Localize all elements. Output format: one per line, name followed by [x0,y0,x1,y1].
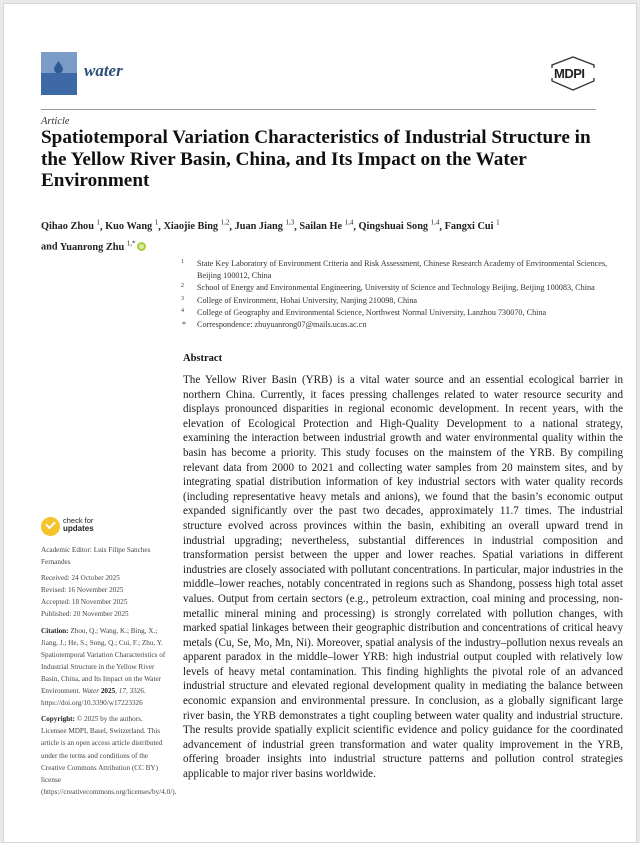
author[interactable]: Yuanrong Zhu $^{1,*}$ [59,239,136,253]
abstract-text: The Yellow River Basin (YRB) is a vital water source and an essential ecological barrier in northern China. Currently, it faces pressing challenges related to water resource security and displays pronounced disparities in regional economic development. In recent years, with the elevation of Ecological Protection and High-Quality Development to a national strategy, examining the interaction between industrial growth and water environmental quality within the basin has become a priority. This study focuses on the mainstem of the YRB. By compiling relevant data from 2000 to 2021 and collecting water samples from 20 mainstem sites, and by integrating spatial distribution information of key industrial sectors with water quality records (including representative heavy metals and anions), we found that the basin’s economic output expanded significantly over the past two decades, approximately 11.7 times. The industrial structure evolved across provinces within the basin, exhibiting an overall upward trend in industrial upgrading; nevertheless, substantial differences in industrial composition and transformation persist between the upper and lower reaches. Spatial variations in different industries are closely associated with pollutant concentrations. In particular, major industries in the middle–lower reaches, notably concentrated in regions such as Shandong, possess high total asset values. Output from certain sectors (e.g., petroleum extraction, coal mining and processing, non-metallic mineral mining and processing) is strongly correlated with pollution changes, with marked spatial linkages between their geographic distribution and concentrations of critical heavy metals (Cu, Se, Mo, Mn, Ni). Moreover, spatial analysis of the industry–pollution nexus reveals an apparent paradox in the middle–lower YRB: high industrial output coupled with relatively low levels of heavy metal contamination. This finding highlights the pivotal role of an advanced industrial structure and elevated regional development quality in mediating the balance between economic expansion and environmental pressure. In conclusion, as a globally significant large river basin, the YRB demonstrates a tight coupling between water quality and industrial structure. The results provide spatially explicit scientific evidence and policy guidance for the coordinated advancement of industrial green transformation and water quality improvement in the YRB, offering broader insights into industrial structure patterns and pollution control strategies applicable to major river basins worldwide. [183,374,623,781]
citation-label: Citation: [41,626,69,635]
published-date: Published: 20 November 2025 [41,610,129,619]
authors-connector: and [41,241,58,253]
journal-name: water [84,61,123,80]
academic-editor: Academic Editor: Luis Filipe Sanches Fernandes [41,546,151,567]
publication-dates [41,572,169,620]
correspondence-email[interactable]: Correspondence: zhuyuanrong07@mails.ucas.ac.cn [197,320,367,330]
citation: Citation: Zhou, Q.; Wang, K.; Bing, X.; Jiang, J.; He, S.; Song, Q.; Cui, F.; Zhu, Y. Spatiotemporal Variation Characteristics of Industrial Structure in the Yellow River Basin, China, and Its Impact on the Water Environment. Water 2025, 17, 3326. https://doi.org/10.3390/w17223326 [41,626,166,708]
water-journal-logo-icon[interactable] [41,52,77,95]
copyright-label: Copyright: [41,715,75,724]
copyright: Copyright: © 2025 by the authors. Licensee MDPI, Basel, Switzerland. This article is an open access article distributed under the terms and conditions of the Creative Commons Attribution (CC BY) license (https://creativecommons.org/licenses/by/4.0/). [41,715,177,796]
orcid-icon[interactable] [137,242,146,251]
author[interactable]: Fangxi Cui $^1$ [444,219,500,233]
mdpi-logo-icon[interactable] [550,54,596,94]
water-drop-icon [54,61,63,73]
correspondence: * Correspondence: zhuyuanrong07@mails.ucas.ac.cn [182,320,367,330]
abstract-heading: Abstract [183,353,223,364]
publisher-name: MDPI [554,66,585,81]
received-date: Received: 24 October 2025 [41,574,120,583]
header-divider [41,109,596,110]
article-title: Spatiotemporal Variation Characteristics of Industrial Structure in the Yellow River Basin, China, and Its Impact on the Water Environment [41,127,591,191]
author[interactable]: Kuo Wang $^1$ [105,219,159,233]
article-type: Article [41,116,70,127]
article-info-sidebar [41,516,177,802]
author-list: Qihao Zhou $^1$, Kuo Wang $^1$, Xiaojie Bing $^{1,2}$, Juan Jiang $^{1,3}$, Sailan He $^{1,4}$, Qingshuai Song $^{1,4}$, Fangxi Cui $^1$ and Yuanrong Zhu $^{1,*}$ [41,219,500,253]
journal-header [41,49,596,99]
check-for-updates-icon [41,517,60,536]
affiliation-item: 2 School of Energy and Environmental Engineering, University of Science and Technology Beijing, Beijing 100083, China [181,283,595,293]
affiliation-item: 3 College of Environment, Hohai University, Nanjing 210098, China [181,295,418,305]
paper-page [3,3,637,843]
author[interactable]: Juan Jiang $^{1,3}$ [234,219,295,233]
affiliation-item: 4 College of Geography and Environmental Science, Northwest Normal University, Lanzhou 730070, China [181,307,547,317]
check-for-updates-button[interactable]: check for updates [41,517,169,539]
doi-link[interactable]: https://doi.org/10.3390/w17223326 [41,699,143,708]
author[interactable]: Qingshuai Song $^{1,4}$ [358,219,440,233]
affiliations [181,258,621,331]
affiliation-item: 1 State Key Laboratory of Environment Criteria and Risk Assessment, Chinese Research Academy of Environmental Sciences, Beijing 100012, China [181,259,608,281]
revised-date: Revised: 16 November 2025 [41,586,124,595]
author[interactable]: Qihao Zhou $^1$ [41,219,101,233]
author[interactable]: Xiaojie Bing $^{1,2}$ [163,219,230,233]
author[interactable]: Sailan He $^{1,4}$ [299,219,354,233]
accepted-date: Accepted: 18 November 2025 [41,598,128,607]
